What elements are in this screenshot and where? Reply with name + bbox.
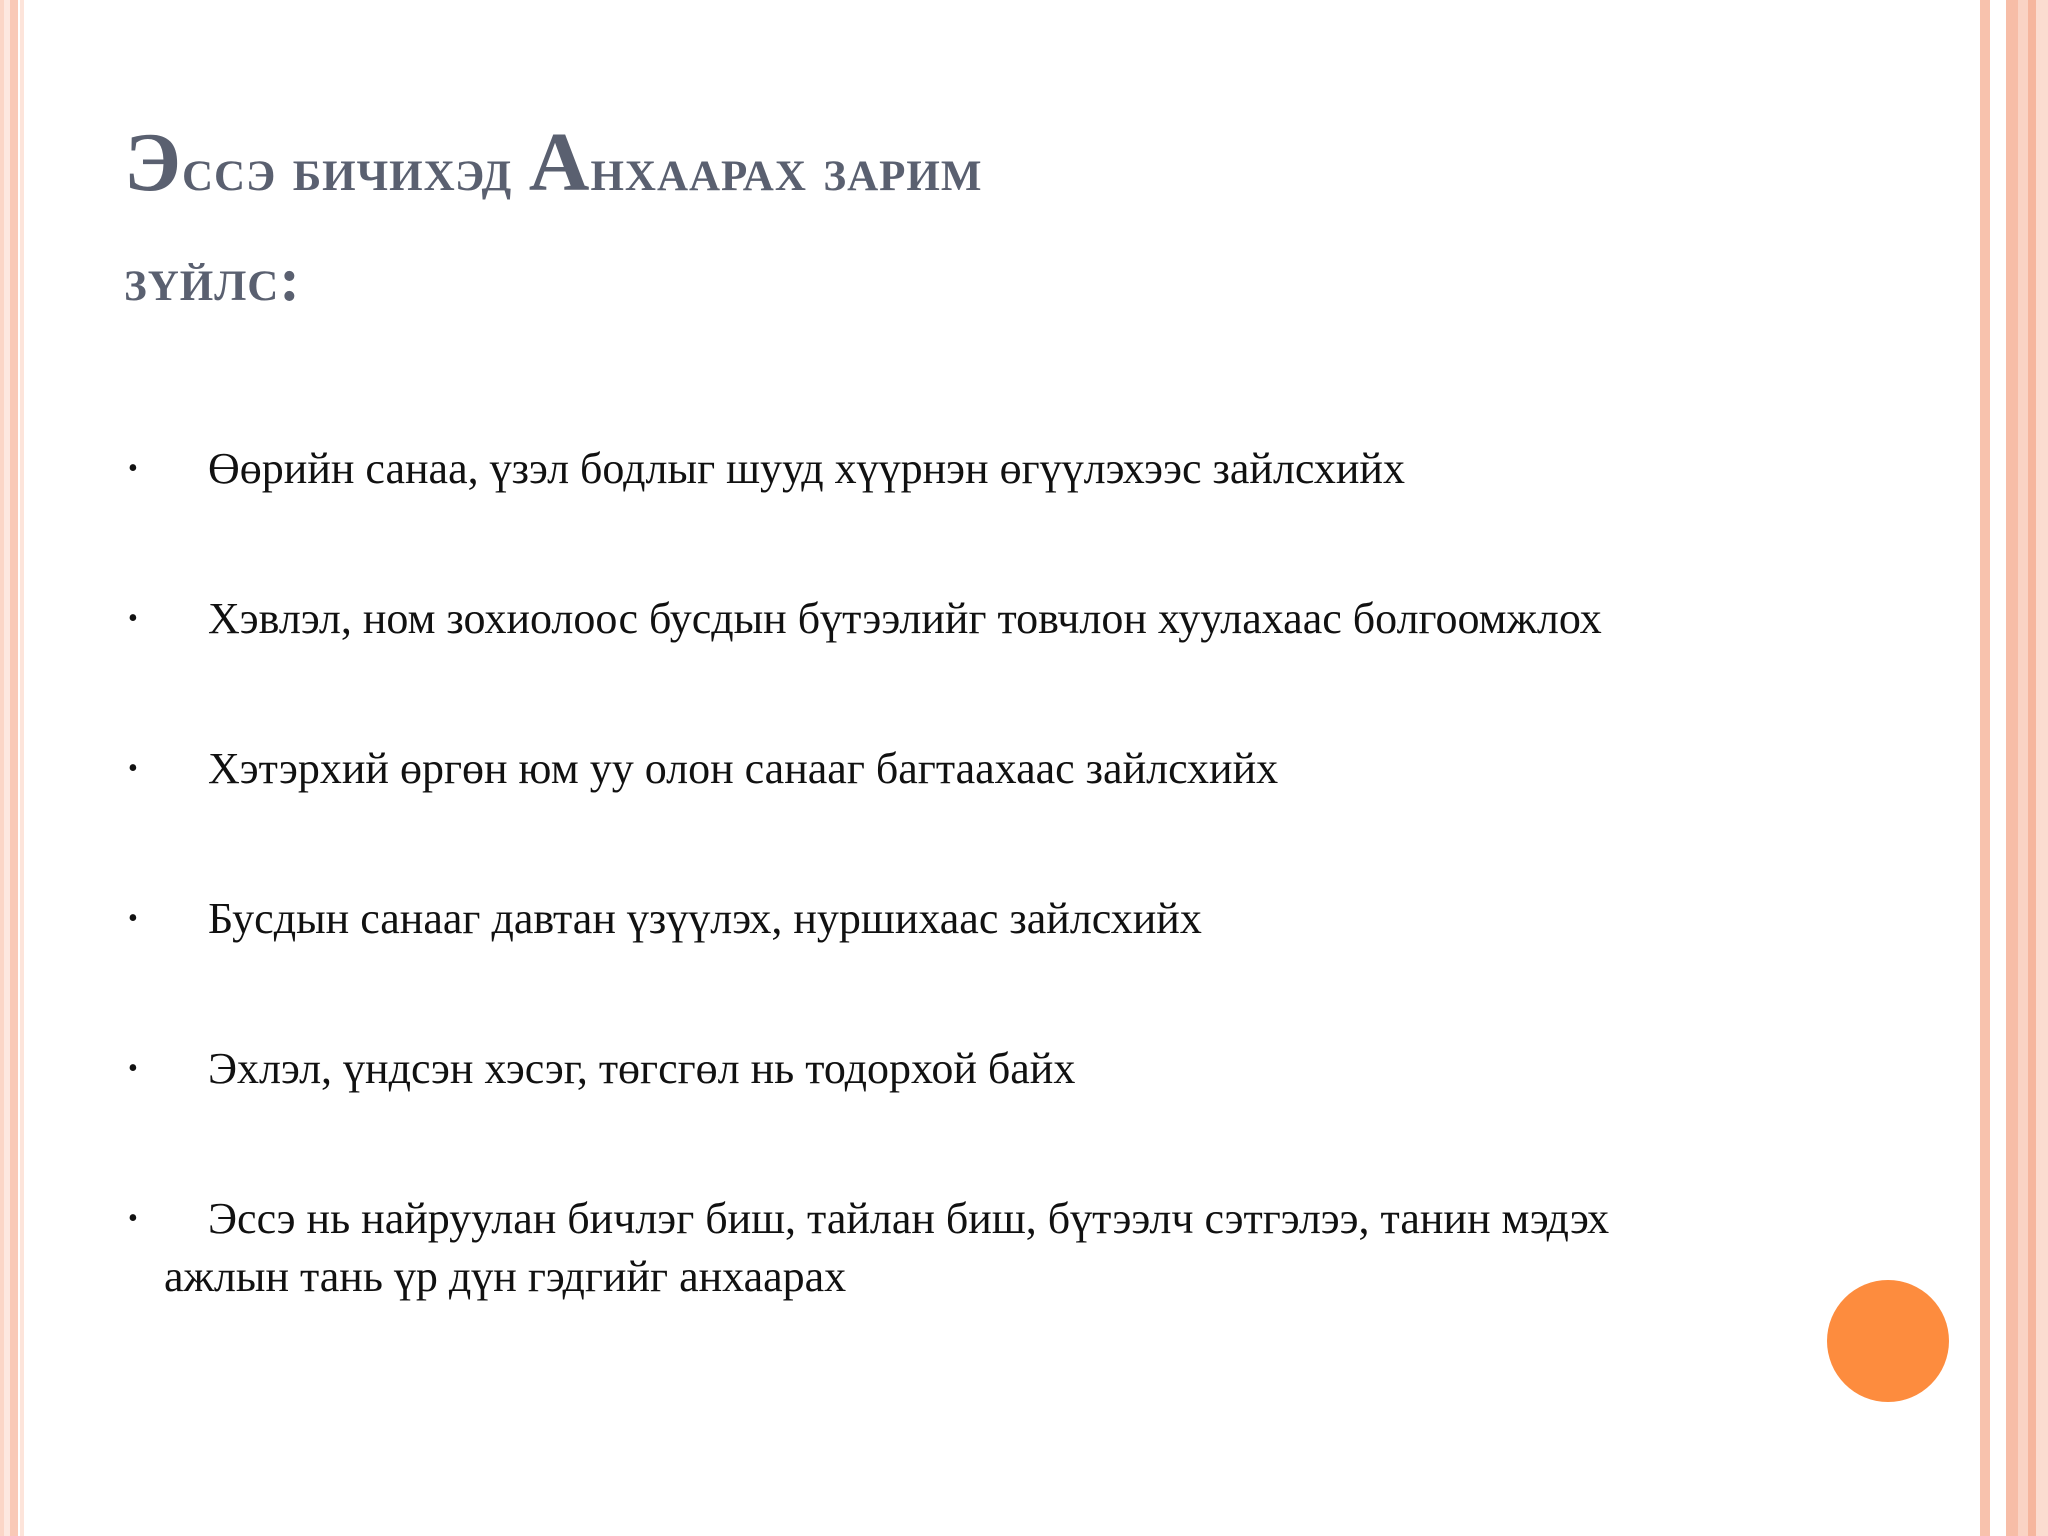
list-item-text: Эхлэл, үндсэн хэсэг, төгсгөл нь тодорхой байх xyxy=(208,1044,1076,1093)
bullet-icon: • xyxy=(128,1053,138,1084)
bullet-icon: • xyxy=(128,1203,138,1234)
list-item xyxy=(124,890,1744,948)
orange-circle-decoration xyxy=(1827,1280,1949,1402)
list-item xyxy=(124,1190,1744,1306)
slide-title xyxy=(124,108,1824,335)
title-initial-cap: Э xyxy=(124,116,182,209)
title-word-end: нхаарах зарим xyxy=(590,136,983,204)
list-item xyxy=(124,1040,1744,1098)
bullet-icon: • xyxy=(128,903,138,934)
bullet-icon: • xyxy=(128,753,138,784)
title-word-part: ссэ бичихэд xyxy=(181,136,529,204)
list-item-text: Эссэ нь найруулан бичлэг биш, тайлан биш, бүтээлч сэтгэлээ, танин мэдэх ажлын тань үр дүн гэдгийг анхаарах xyxy=(164,1194,1610,1301)
title-line-2: зүйлс: xyxy=(124,246,301,314)
left-decorative-line xyxy=(20,0,24,1536)
title-second-cap: А xyxy=(528,116,591,209)
bullet-icon: • xyxy=(128,453,138,484)
list-item-text: Өөрийн санаа, үзэл бодлыг шууд хүүрнэн өгүүлэхээс зайлсхийх xyxy=(208,444,1405,493)
left-decorative-border xyxy=(0,0,18,1536)
list-item xyxy=(124,740,1744,798)
bullet-icon: • xyxy=(128,603,138,634)
list-item-text: Бусдын санааг давтан үзүүлэх, нуршихаас зайлсхийх xyxy=(208,894,1202,943)
list-item-text: Хэтэрхий өргөн юм уу олон санааг багтаахаас зайлсхийх xyxy=(208,744,1279,793)
list-item xyxy=(124,590,1744,648)
bullet-list xyxy=(124,440,1744,1398)
list-item-text: Хэвлэл, ном зохиолоос бусдын бүтээлийг товчлон хуулахаас болгоомжлох xyxy=(208,594,1602,643)
list-item xyxy=(124,440,1744,498)
right-decorative-stripes xyxy=(1976,0,2048,1536)
